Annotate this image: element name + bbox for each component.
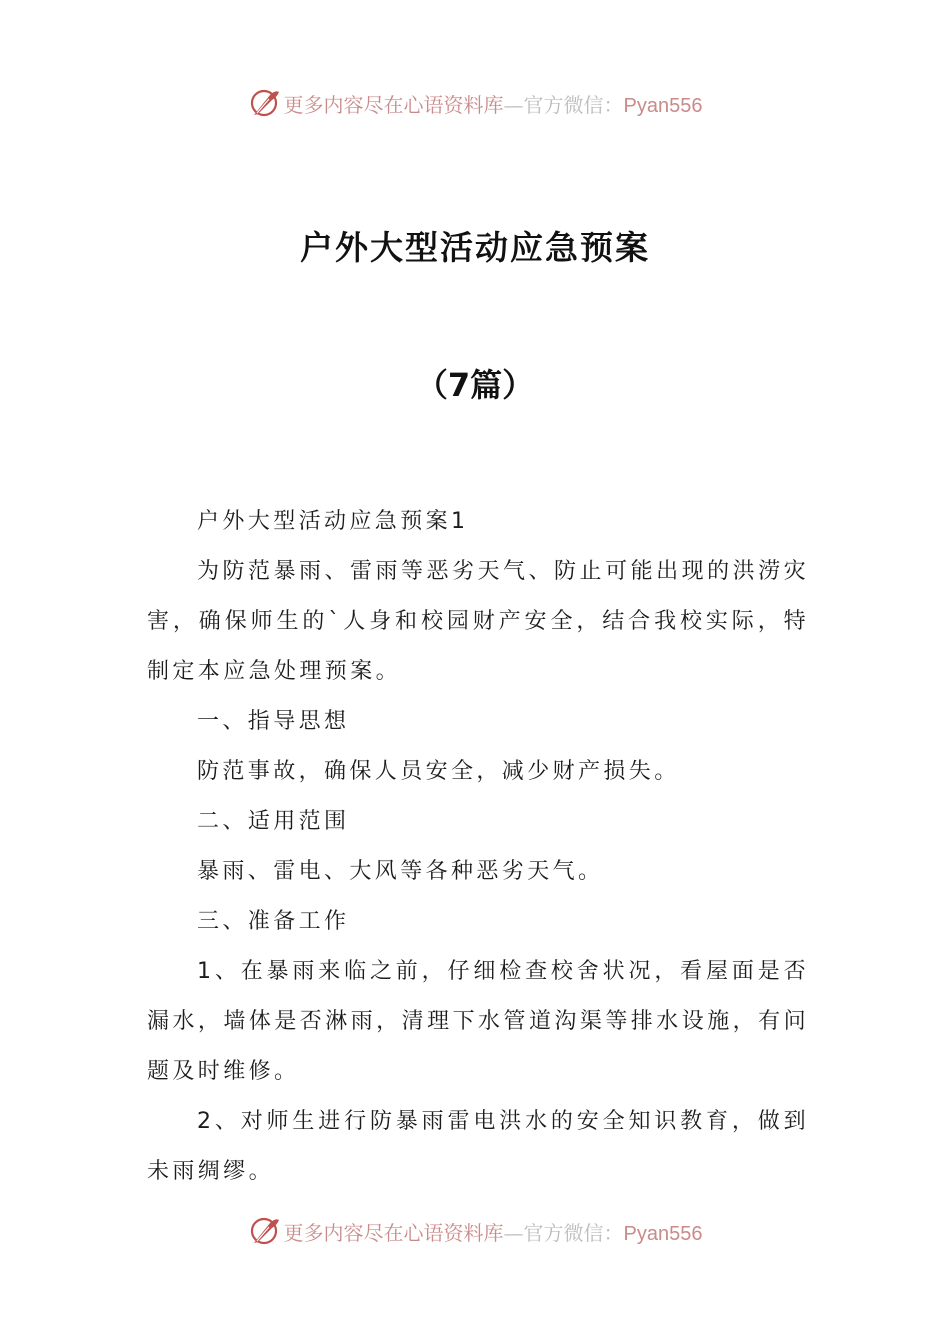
watermark-wechat-label: 官方微信：: [523, 1220, 624, 1245]
body-paragraph: 防范事故，确保人员安全，减少财产损失。: [197, 759, 680, 784]
watermark-main-text: 更多内容尽在心语资料库: [283, 92, 504, 117]
quill-pen-circle-icon: [248, 86, 282, 120]
watermark-dash: —: [503, 92, 524, 117]
section-heading: 户外大型活动应急预案1: [197, 509, 469, 534]
watermark-main-text: 更多内容尽在心语资料库: [283, 1220, 504, 1245]
body-paragraph: 1、在暴雨来临之前，仔细检查校舍状况，看屋面是否漏水，墙体是否淋雨，清理下水管道沟渠等排水设施，有问题及时维修。: [147, 959, 809, 1084]
footer-watermark-banner: [0, 1211, 950, 1251]
document-body: [147, 497, 809, 1197]
watermark-text: [284, 1217, 703, 1246]
body-paragraph: 2、对师生进行防暴雨雷电洪水的安全知识教育，做到未雨绸缪。: [147, 1109, 809, 1184]
section-heading: 二、适用范围: [197, 809, 350, 834]
watermark-wechat-id: Pyan556: [623, 94, 703, 117]
watermark-text: [284, 89, 703, 118]
header-watermark-banner: [0, 83, 950, 123]
body-paragraph: 暴雨、雷电、大风等各种恶劣天气。: [197, 859, 604, 884]
watermark-dash: —: [503, 1220, 524, 1245]
body-paragraph: 为防范暴雨、雷雨等恶劣天气、防止可能出现的洪涝灾害，确保师生的`人身和校园财产安全，结合我校实际，特制定本应急处理预案。: [147, 559, 809, 684]
watermark-wechat-label: 官方微信：: [523, 92, 624, 117]
watermark-content: [248, 86, 703, 120]
document-title: 户外大型活动应急预案: [300, 228, 650, 267]
section-heading: 三、准备工作: [197, 909, 350, 934]
document-subtitle: （7篇）: [415, 366, 535, 404]
section-heading: 一、指导思想: [197, 709, 350, 734]
watermark-content: [248, 1214, 703, 1248]
watermark-wechat-id: Pyan556: [623, 1222, 703, 1245]
quill-pen-circle-icon: [248, 1214, 282, 1248]
